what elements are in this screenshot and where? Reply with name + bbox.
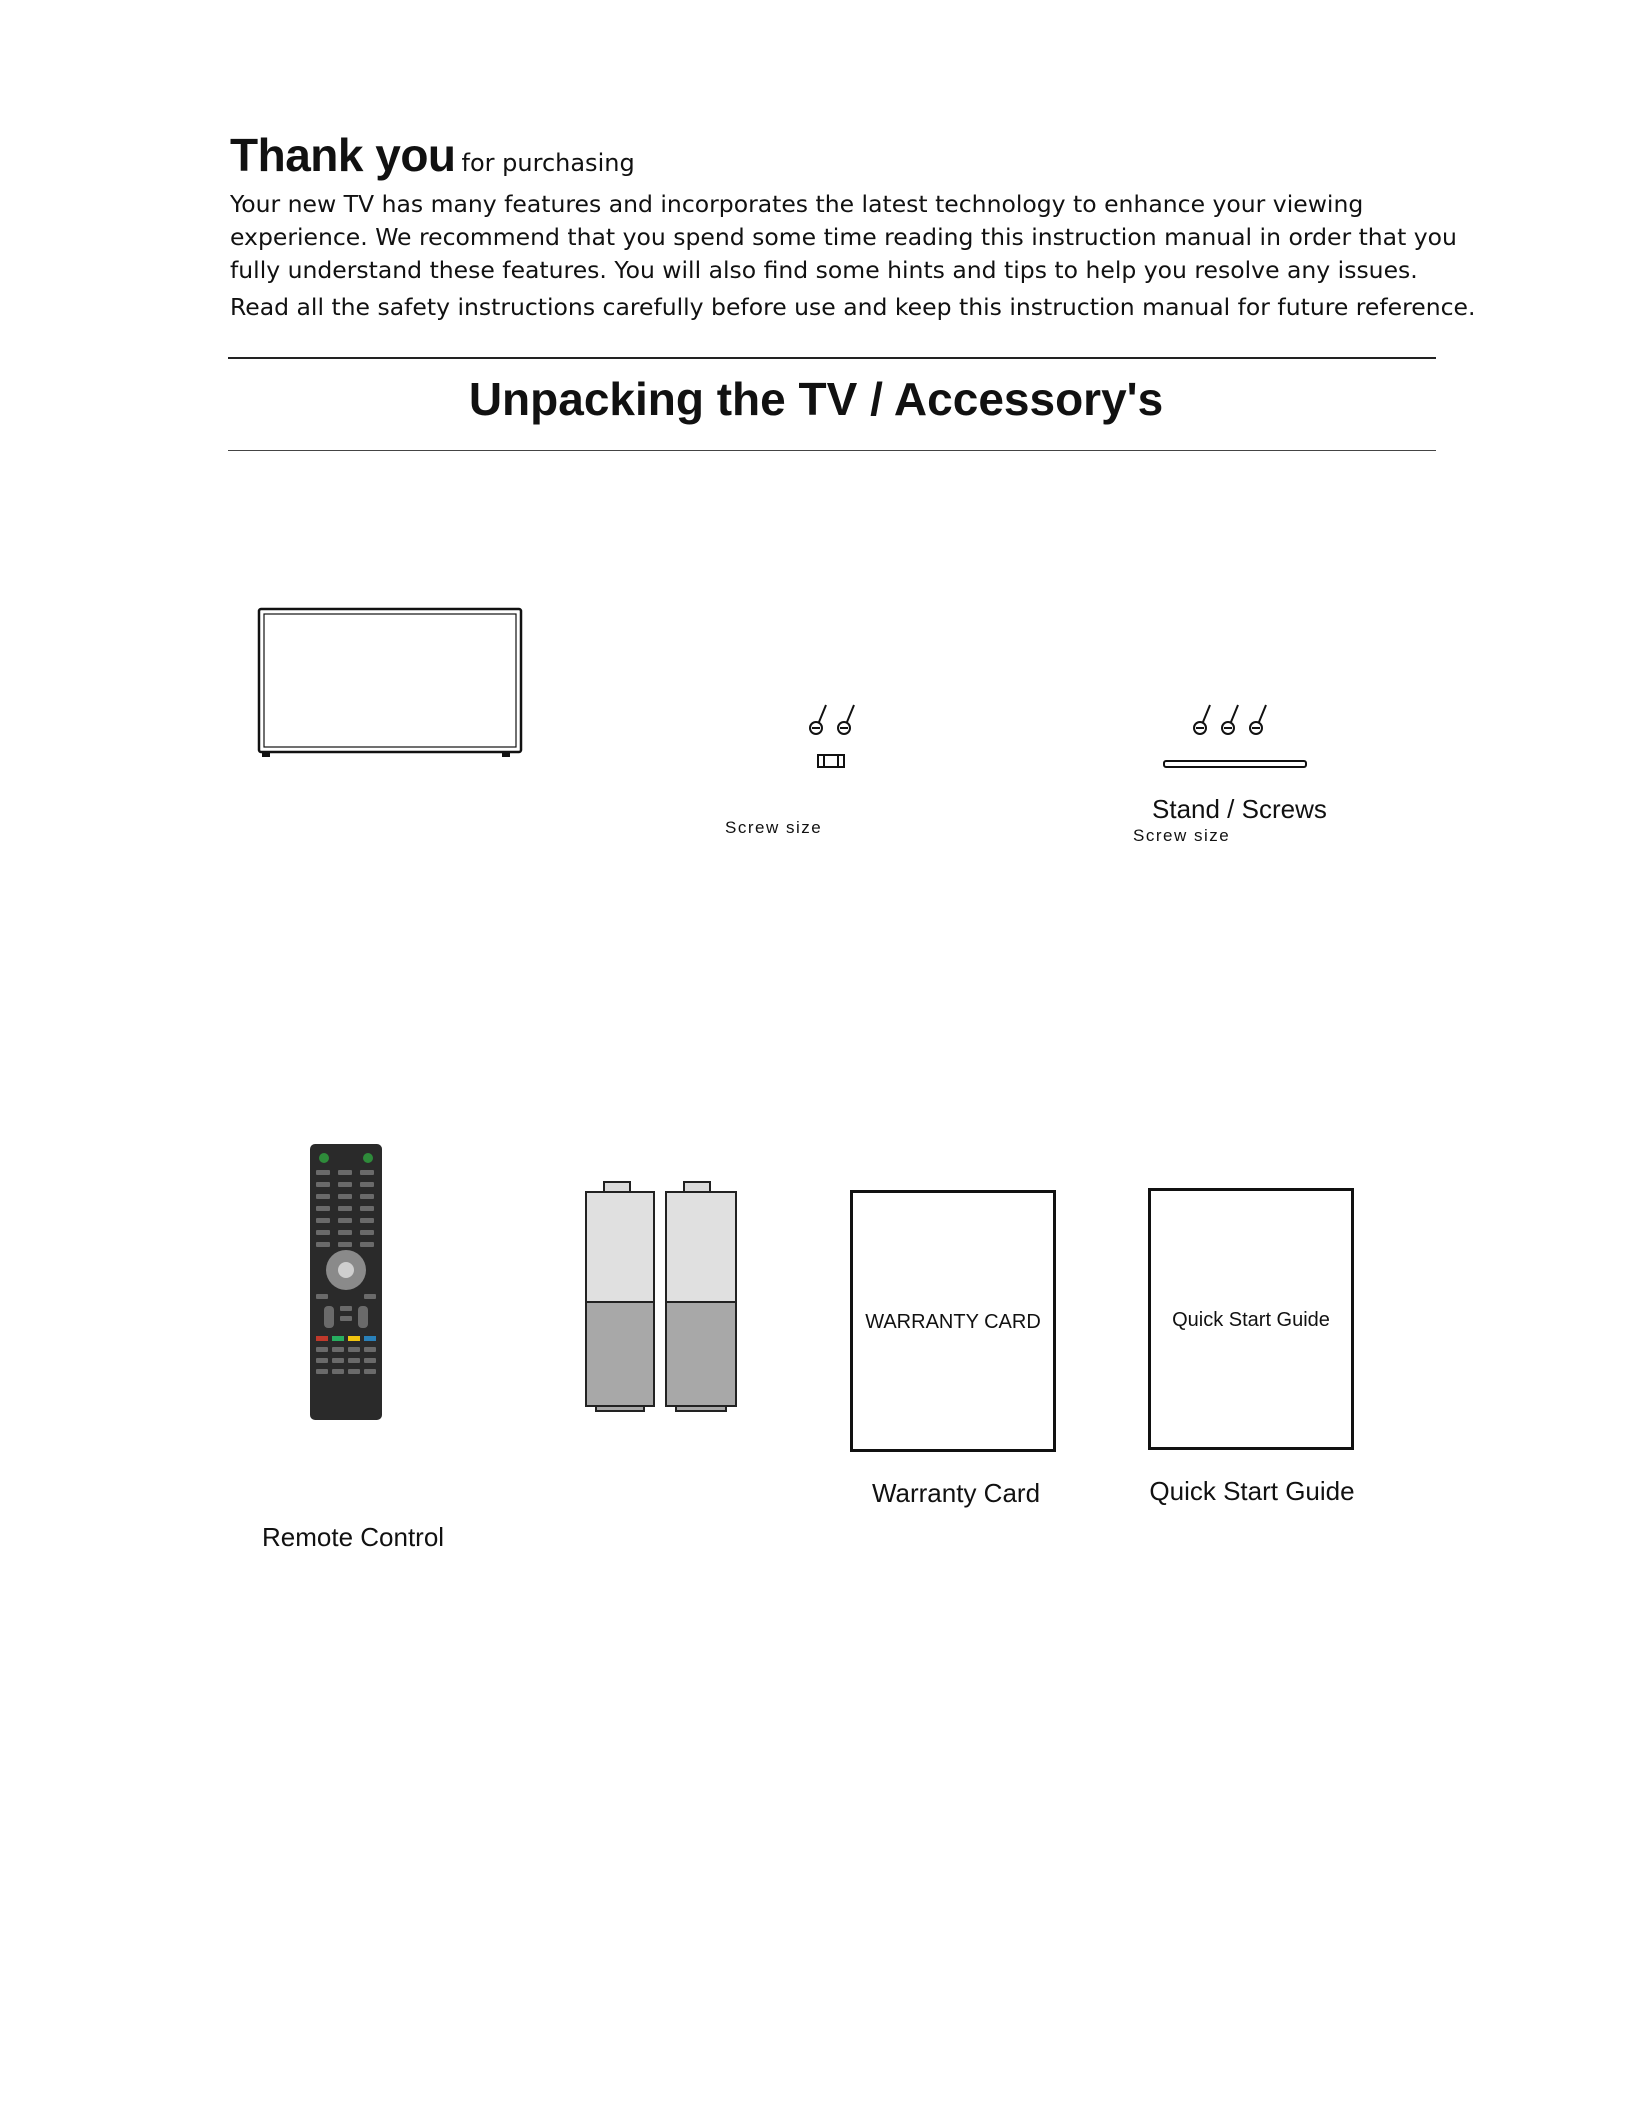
screws-icon <box>802 700 868 776</box>
intro-text <box>230 188 1476 324</box>
intro-line: experience. We recommend that you spend some time reading this instruction manual in order that you <box>230 223 1457 251</box>
intro-line: Your new TV has many features and incorporates the latest technology to enhance your viewing <box>230 190 1364 218</box>
thank-you-heading <box>230 128 635 182</box>
warranty-card-icon <box>850 1190 1056 1452</box>
section-title: Unpacking the TV / Accessory's <box>468 373 1164 425</box>
screw-size-label: Screw size <box>725 818 823 837</box>
quick-start-guide-icon <box>1148 1188 1354 1450</box>
quick-start-guide-label: Quick Start Guide <box>1149 1476 1355 1506</box>
remote-control-icon <box>308 1142 384 1422</box>
stand-screws-icon <box>1186 700 1268 742</box>
divider-top <box>228 357 1436 359</box>
tv-icon <box>256 606 526 762</box>
safety-note: Read all the safety instructions carefully before use and keep this instruction manual for future reference. <box>230 293 1476 321</box>
quick-start-guide-box-text: Quick Start Guide <box>1172 1309 1330 1331</box>
divider-bottom <box>228 450 1436 451</box>
stand-icon <box>1162 758 1308 772</box>
screw-size-label: Screw size <box>1133 826 1231 845</box>
thank-you-bold: Thank you <box>230 129 456 181</box>
warranty-card-box-text: WARRANTY CARD <box>865 1311 1041 1333</box>
intro-line: fully understand these features. You will also find some hints and tips to help you resolve any issues. <box>230 256 1418 284</box>
stand-screws-label: Stand / Screws <box>1152 794 1327 824</box>
warranty-card-label: Warranty Card <box>871 1478 1041 1508</box>
thank-you-rest: for purchasing <box>461 149 635 177</box>
batteries-icon <box>582 1178 740 1412</box>
remote-control-label: Remote Control <box>262 1522 445 1552</box>
